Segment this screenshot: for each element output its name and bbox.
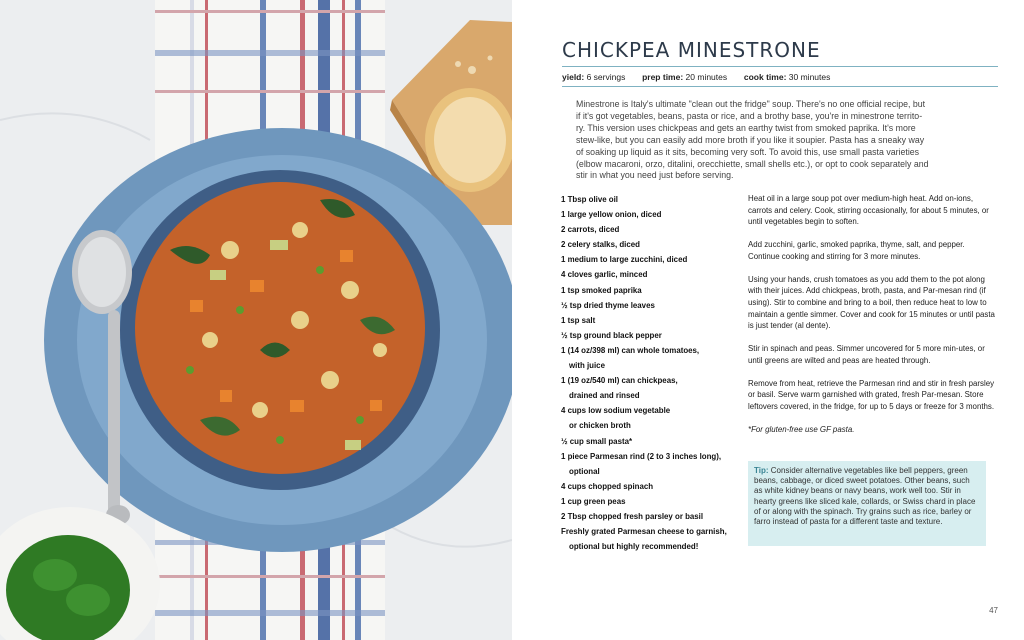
ingredient-item: 1 large yellow onion, diced xyxy=(561,210,662,220)
ingredient-item: 1 (14 oz/398 ml) can whole tomatoes, xyxy=(561,345,700,355)
tip-label: Tip: xyxy=(754,466,769,475)
intro-line: stir in what you need just before serving. xyxy=(576,170,734,181)
cook-time-value: 30 minutes xyxy=(788,72,831,82)
method-step: Add zucchini, garlic, smoked paprika, thyme, salt, and pepper. Continue cooking and stirring for 3 more minutes. xyxy=(748,240,965,261)
ingredient-item: 1 tsp smoked paprika xyxy=(561,285,642,295)
method-step: Remove from heat, retrieve the Parmesan rind and stir in fresh parsley or basil. Serve warm garnished with grated, fresh Par-mesan. Store leftovers covered, in the fridge, for up to 5 days or freeze for 3 months. xyxy=(748,378,995,411)
ingredient-item: 1 piece Parmesan rind (2 to 3 inches long), xyxy=(561,451,722,461)
recipe-page xyxy=(512,0,1024,640)
method-step: Stir in spinach and peas. Simmer uncovered for 5 more min-utes, or until greens are wilted and peas are heated through. xyxy=(748,344,985,365)
tip-box xyxy=(748,461,986,546)
prep-time-label: prep time: xyxy=(642,72,684,82)
gluten-free-note: *For gluten-free use GF pasta. xyxy=(748,424,855,434)
ingredient-item: 4 cups chopped spinach xyxy=(561,481,654,491)
ingredient-item: 1 tsp salt xyxy=(561,315,596,325)
prep-time-value: 20 minutes xyxy=(685,72,728,82)
yield-label: yield: xyxy=(562,72,585,82)
ingredient-item-continued: with juice xyxy=(569,361,605,371)
intro-line: if it's got vegetables, beans, pasta or rice, and a brothy base, you're in minestrone territo- xyxy=(576,110,923,121)
ingredient-item: 2 carrots, diced xyxy=(561,225,620,235)
ingredient-item: Freshly grated Parmesan cheese to garnish, xyxy=(561,527,727,537)
recipe-title: CHICKPEA MINESTRONE xyxy=(562,38,821,62)
ingredient-item: 2 Tbsp chopped fresh parsley or basil xyxy=(561,511,704,521)
ingredient-item-continued: or chicken broth xyxy=(569,421,631,431)
ingredient-item-continued: optional xyxy=(569,466,600,476)
intro-line: stew-like, but you can easily add more broth if you like it soupier. Pasta has a sneaky way xyxy=(576,134,925,145)
recipe-intro xyxy=(576,99,990,182)
method-step: Heat oil in a large soup pot over medium-high heat. Add on-ions, carrots and celery. Cook, stirring occasionally, for about 5 minutes, or until vegetables begin to soften. xyxy=(748,194,989,227)
ingredient-list xyxy=(561,192,751,554)
ingredient-item-continued: optional but highly recommended! xyxy=(569,542,699,552)
title-rule xyxy=(562,66,998,67)
ingredient-item: 1 medium to large zucchini, diced xyxy=(561,255,688,265)
ingredient-item: 1 (19 oz/540 ml) can chickpeas, xyxy=(561,376,678,386)
method-step: Using your hands, crush tomatoes as you add them to the pot along with their juices. Add chickpeas, broth, pasta, and Par-mesan rind (if using). Stir to combine and bring to a boil, then reduce heat to low to maintain a gentle simmer. Cover and cook for 15 minutes or until pasta is just tender (al dente). xyxy=(748,274,995,331)
cook-time-label: cook time: xyxy=(743,72,787,82)
page-number: 47 xyxy=(989,606,998,615)
ingredient-item: 1 Tbsp olive oil xyxy=(561,195,618,204)
ingredient-item: ½ cup small pasta* xyxy=(561,436,633,446)
tip-text: Consider alternative vegetables like bell peppers, green beans, cabbage, or diced sweet potatoes. Other beans, such as white kidney beans or navy beans, work well too. Stir in hearty greens like sliced kale, collards, or Swiss chard in place of or along with the spinach. Try grains such as rice, barley or farro instead of pasta for a different taste and texture. xyxy=(754,466,976,527)
intro-line: of soaking up liquid as it sits, becoming very soft. To avoid this, use small pasta varieties xyxy=(576,146,920,157)
yield-value: 6 servings xyxy=(586,72,626,82)
ingredient-item: ½ tsp ground black pepper xyxy=(561,330,662,340)
intro-line: ry. This version uses chickpeas and gets an earthy twist from smoked paprika. It's more xyxy=(576,122,916,133)
recipe-meta xyxy=(562,72,830,82)
ingredient-item-continued: drained and rinsed xyxy=(569,391,640,401)
meta-rule xyxy=(562,86,998,87)
ingredient-item: 1 cup green peas xyxy=(561,496,626,506)
ingredient-item: ½ tsp dried thyme leaves xyxy=(561,300,655,310)
ingredient-item: 4 cloves garlic, minced xyxy=(561,270,648,280)
ingredient-item: 2 celery stalks, diced xyxy=(561,240,640,250)
ingredient-item: 4 cups low sodium vegetable xyxy=(561,406,671,416)
intro-line: (elbow macaroni, orzo, ditalini, orecchiette, small shells etc.), or opt to cook separately and xyxy=(576,158,929,169)
method-steps xyxy=(748,193,998,447)
intro-line: Minestrone is Italy's ultimate "clean out the fridge" soup. There's no one official recipe, but xyxy=(576,99,926,109)
